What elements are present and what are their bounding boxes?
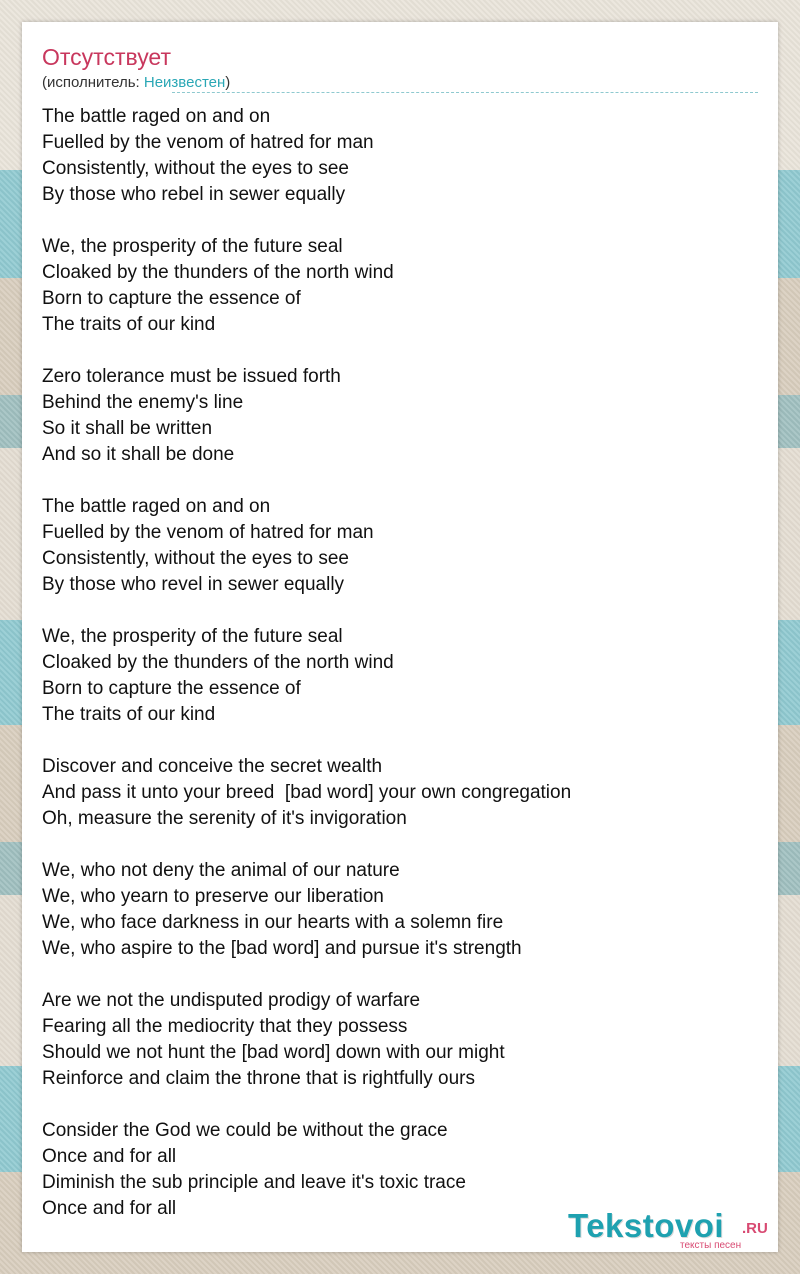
lyrics-line: Cloaked by the thunders of the north wind <box>42 262 394 283</box>
lyrics-line: We, who yearn to preserve our liberation <box>42 886 384 907</box>
lyrics-line: We, who face darkness in our hearts with a solemn fire <box>42 912 504 933</box>
artist-link[interactable]: Неизвестен <box>143 74 226 91</box>
lyrics-line: Once and for all <box>42 1146 177 1167</box>
lyrics-line: The battle raged on and on <box>42 106 271 127</box>
lyrics-stanza <box>42 494 758 598</box>
site-logo[interactable] <box>568 1206 778 1252</box>
artist-suffix: ) <box>225 74 231 91</box>
artist-prefix: (исполнитель: <box>42 74 144 91</box>
lyrics-line: The battle raged on and on <box>42 496 271 517</box>
lyrics-line: Behind the enemy's line <box>42 392 244 413</box>
lyrics-line: Reinforce and claim the throne that is rightfully ours <box>42 1068 475 1089</box>
lyrics-line: Consider the God we could be without the grace <box>42 1120 448 1141</box>
lyrics-line: We, the prosperity of the future seal <box>42 626 343 647</box>
lyrics-line: We, who not deny the animal of our nature <box>42 860 400 881</box>
lyrics-line: Born to capture the essence of <box>42 288 301 309</box>
lyrics-line: Should we not hunt the [bad word] down with our might <box>42 1042 505 1063</box>
lyrics-line: Once and for all <box>42 1198 177 1219</box>
lyrics-stanza <box>42 858 758 962</box>
lyrics-line: Consistently, without the eyes to see <box>42 548 349 569</box>
lyrics-line: The traits of our kind <box>42 314 216 335</box>
lyrics-stanza <box>42 104 758 208</box>
lyrics-line: Discover and conceive the secret wealth <box>42 756 383 777</box>
lyrics-line: Oh, measure the serenity of it's invigoration <box>42 808 407 829</box>
lyrics-line: Born to capture the essence of <box>42 678 301 699</box>
lyrics-line: And pass it unto your breed [bad word] your own congregation <box>42 782 572 803</box>
lyrics-line: We, the prosperity of the future seal <box>42 236 343 257</box>
song-title: Отсутствует <box>42 44 171 70</box>
lyrics-stanza <box>42 364 758 468</box>
lyrics-stanza <box>42 988 758 1092</box>
logo-name: Tekstovoi <box>568 1207 725 1244</box>
logo-tld: .RU <box>742 1220 768 1237</box>
lyrics-stanza <box>42 234 758 338</box>
lyrics-line: And so it shall be done <box>42 444 235 465</box>
lyrics-stanza <box>42 754 758 832</box>
lyrics-line: Zero tolerance must be issued forth <box>42 366 341 387</box>
title-divider <box>172 92 758 93</box>
lyrics-line: Diminish the sub principle and leave it's toxic trace <box>42 1172 466 1193</box>
lyrics-line: Consistently, without the eyes to see <box>42 158 349 179</box>
lyrics-line: Are we not the undisputed prodigy of warfare <box>42 990 421 1011</box>
lyrics-stanza <box>42 624 758 728</box>
lyrics-text <box>42 104 758 1222</box>
lyrics-card <box>22 22 778 1252</box>
lyrics-line: Cloaked by the thunders of the north wind <box>42 652 394 673</box>
lyrics-line: By those who revel in sewer equally <box>42 574 345 595</box>
lyrics-line: Fuelled by the venom of hatred for man <box>42 522 374 543</box>
artist-line <box>42 73 230 93</box>
lyrics-line: We, who aspire to the [bad word] and pursue it's strength <box>42 938 522 959</box>
lyrics-line: Fuelled by the venom of hatred for man <box>42 132 374 153</box>
lyrics-line: Fearing all the mediocrity that they possess <box>42 1016 408 1037</box>
logo-tagline: тексты песен <box>680 1240 742 1251</box>
lyrics-line: The traits of our kind <box>42 704 216 725</box>
lyrics-line: By those who rebel in sewer equally <box>42 184 346 205</box>
lyrics-line: So it shall be written <box>42 418 213 439</box>
